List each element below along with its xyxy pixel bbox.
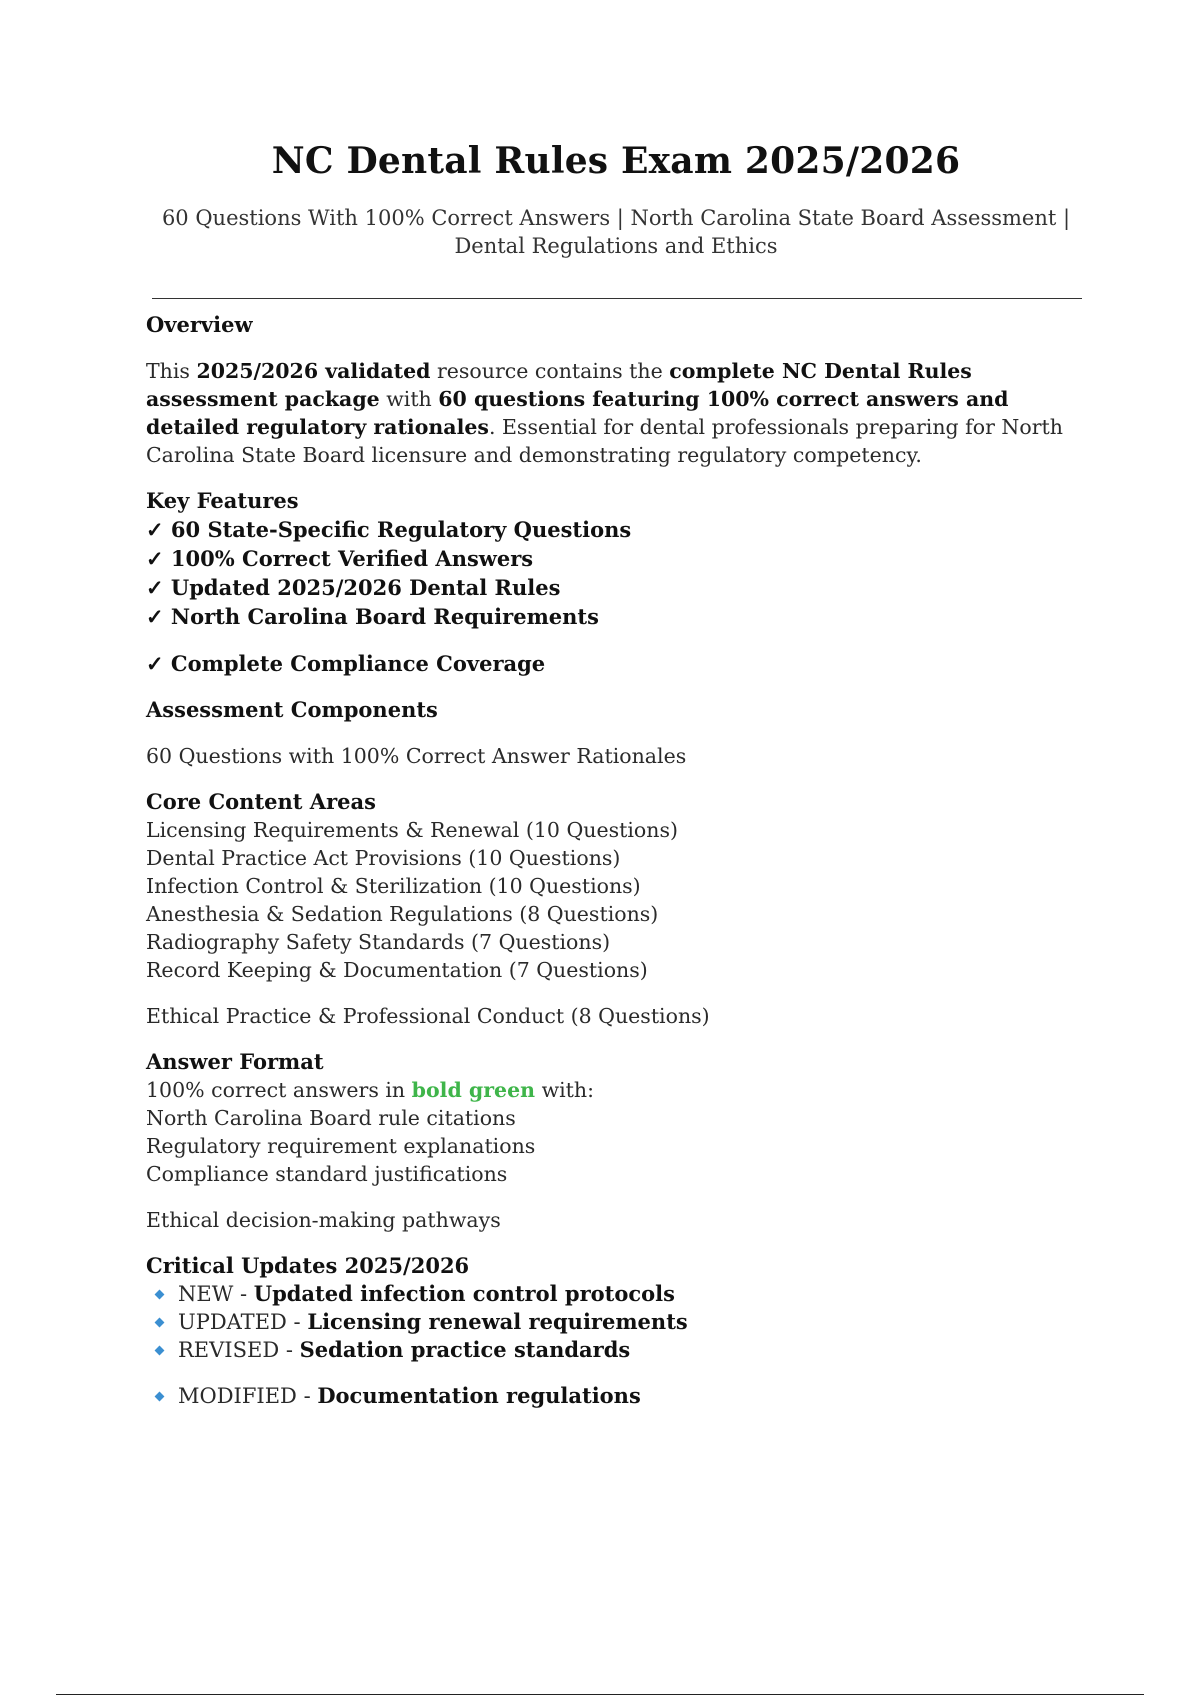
divider (152, 298, 1082, 299)
key-features-heading: Key Features (146, 488, 299, 513)
content-area-item: Dental Practice Act Provisions (10 Questions) (146, 846, 621, 870)
update-item: UPDATED - Licensing renewal requirements (146, 1308, 1086, 1336)
answer-format-item: North Carolina Board rule citations (146, 1106, 516, 1130)
content-area-item: Radiography Safety Standards (7 Questions) (146, 930, 611, 954)
updates-list (146, 1280, 1086, 1364)
answer-format-item: Ethical decision-making pathways (146, 1208, 501, 1232)
assessment-heading: Assessment Components (146, 697, 438, 722)
content-area-item: Record Keeping & Documentation (7 Questions) (146, 958, 648, 982)
content-area-item: Licensing Requirements & Renewal (10 Questions) (146, 818, 678, 842)
bold-green-text: bold green (411, 1078, 536, 1102)
page-subtitle: 60 Questions With 100% Correct Answers | North Carolina State Board Assessment | Dental Regulations and Ethics (161, 206, 1071, 258)
document-page (146, 140, 1086, 1410)
feature-item: ✓ 60 State-Specific Regulatory Questions (146, 517, 632, 542)
feature-item: ✓ Complete Compliance Coverage (146, 651, 546, 676)
overview-paragraph: This 2025/2026 validated resource contains the complete NC Dental Rules assessment package with 60 questions featuring 100% correct answers and detailed regulatory rationales. Essential for dental professionals preparing for North Carolina State Board licensure and demonstrating regulatory competency. (146, 359, 1063, 467)
page-title: NC Dental Rules Exam 2025/2026 (271, 140, 961, 182)
diamond-bullet-icon (155, 1392, 165, 1402)
footer-divider (56, 1694, 1144, 1695)
updates-list-last (146, 1382, 1086, 1410)
update-item: REVISED - Sedation practice standards (146, 1336, 1086, 1364)
content-area-item: Ethical Practice & Professional Conduct (8 Questions) (146, 1004, 710, 1028)
content-area-item: Infection Control & Sterilization (10 Questions) (146, 874, 641, 898)
answer-format-item: Compliance standard justifications (146, 1162, 508, 1186)
core-content-heading: Core Content Areas (146, 789, 376, 814)
overview-heading: Overview (146, 312, 253, 337)
diamond-bullet-icon (155, 1290, 165, 1300)
feature-item: ✓ Updated 2025/2026 Dental Rules (146, 575, 561, 600)
answer-format-heading: Answer Format (146, 1049, 324, 1074)
diamond-bullet-icon (155, 1318, 165, 1328)
update-item: NEW - Updated infection control protocols (146, 1280, 1086, 1308)
diamond-bullet-icon (155, 1346, 165, 1356)
updates-heading: Critical Updates 2025/2026 (146, 1253, 470, 1278)
update-item: MODIFIED - Documentation regulations (146, 1382, 1086, 1410)
answer-format-item: Regulatory requirement explanations (146, 1134, 536, 1158)
assessment-text: 60 Questions with 100% Correct Answer Rationales (146, 744, 687, 768)
feature-item: ✓ North Carolina Board Requirements (146, 604, 599, 629)
feature-item: ✓ 100% Correct Verified Answers (146, 546, 534, 571)
answer-format-intro: 100% correct answers in bold green with: (146, 1078, 595, 1102)
content-area-item: Anesthesia & Sedation Regulations (8 Questions) (146, 902, 659, 926)
